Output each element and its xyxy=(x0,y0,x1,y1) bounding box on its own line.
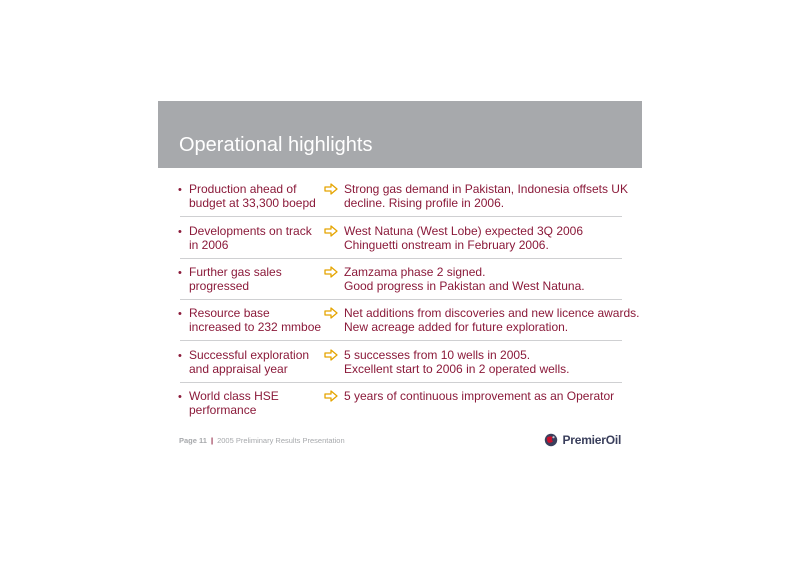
highlight-heading: Developments on track in 2006 xyxy=(189,224,312,252)
footer-separator: | xyxy=(210,436,214,445)
highlight-detail: 5 years of continuous improvement as an Operator xyxy=(344,389,615,403)
highlight-detail: West Natuna (West Lobe) expected 3Q 2006 Chinguetti onstream in February 2006. xyxy=(344,224,584,252)
row-divider xyxy=(180,299,622,300)
bullet-icon: • xyxy=(178,350,182,362)
highlight-heading: Production ahead of budget at 33,300 boepd xyxy=(189,182,316,210)
arrow-right-icon xyxy=(324,266,338,278)
premier-oil-globe-icon xyxy=(544,433,558,447)
row-divider xyxy=(180,382,622,383)
page-number: Page 11 xyxy=(179,436,207,445)
row-divider xyxy=(180,216,622,217)
highlight-heading: Further gas sales progressed xyxy=(189,265,282,293)
highlight-detail: Strong gas demand in Pakistan, Indonesia offsets UK decline. Rising profile in 2006. xyxy=(344,182,628,210)
arrow-right-icon xyxy=(324,390,338,402)
arrow-right-icon xyxy=(324,349,338,361)
logo-wordmark: PremierOil xyxy=(562,432,622,447)
slide-footer xyxy=(179,436,345,446)
title-bar xyxy=(158,101,642,168)
presentation-title: 2005 Preliminary Results Presentation xyxy=(217,436,345,445)
bullet-icon: • xyxy=(178,308,182,320)
premier-oil-logo xyxy=(544,431,621,447)
bullet-icon: • xyxy=(178,226,182,238)
bullet-icon: • xyxy=(178,391,182,403)
highlight-detail: Net additions from discoveries and new licence awards. New acreage added for future exploration. xyxy=(344,306,640,334)
highlight-heading: Resource base increased to 232 mmboe xyxy=(189,306,322,334)
highlight-heading: Successful exploration and appraisal year xyxy=(189,348,310,376)
arrow-right-icon xyxy=(324,225,338,237)
bullet-icon: • xyxy=(178,267,182,279)
row-divider xyxy=(180,340,622,341)
arrow-right-icon xyxy=(324,307,338,319)
bullet-icon: • xyxy=(178,184,182,196)
slide-title: Operational highlights xyxy=(179,134,373,156)
arrow-right-icon xyxy=(324,183,338,195)
highlight-detail: Zamzama phase 2 signed. Good progress in Pakistan and West Natuna. xyxy=(344,265,585,293)
highlight-heading: World class HSE performance xyxy=(189,389,279,417)
slide xyxy=(158,101,642,455)
highlight-detail: 5 successes from 10 wells in 2005. Excellent start to 2006 in 2 operated wells. xyxy=(344,348,570,376)
row-divider xyxy=(180,258,622,259)
